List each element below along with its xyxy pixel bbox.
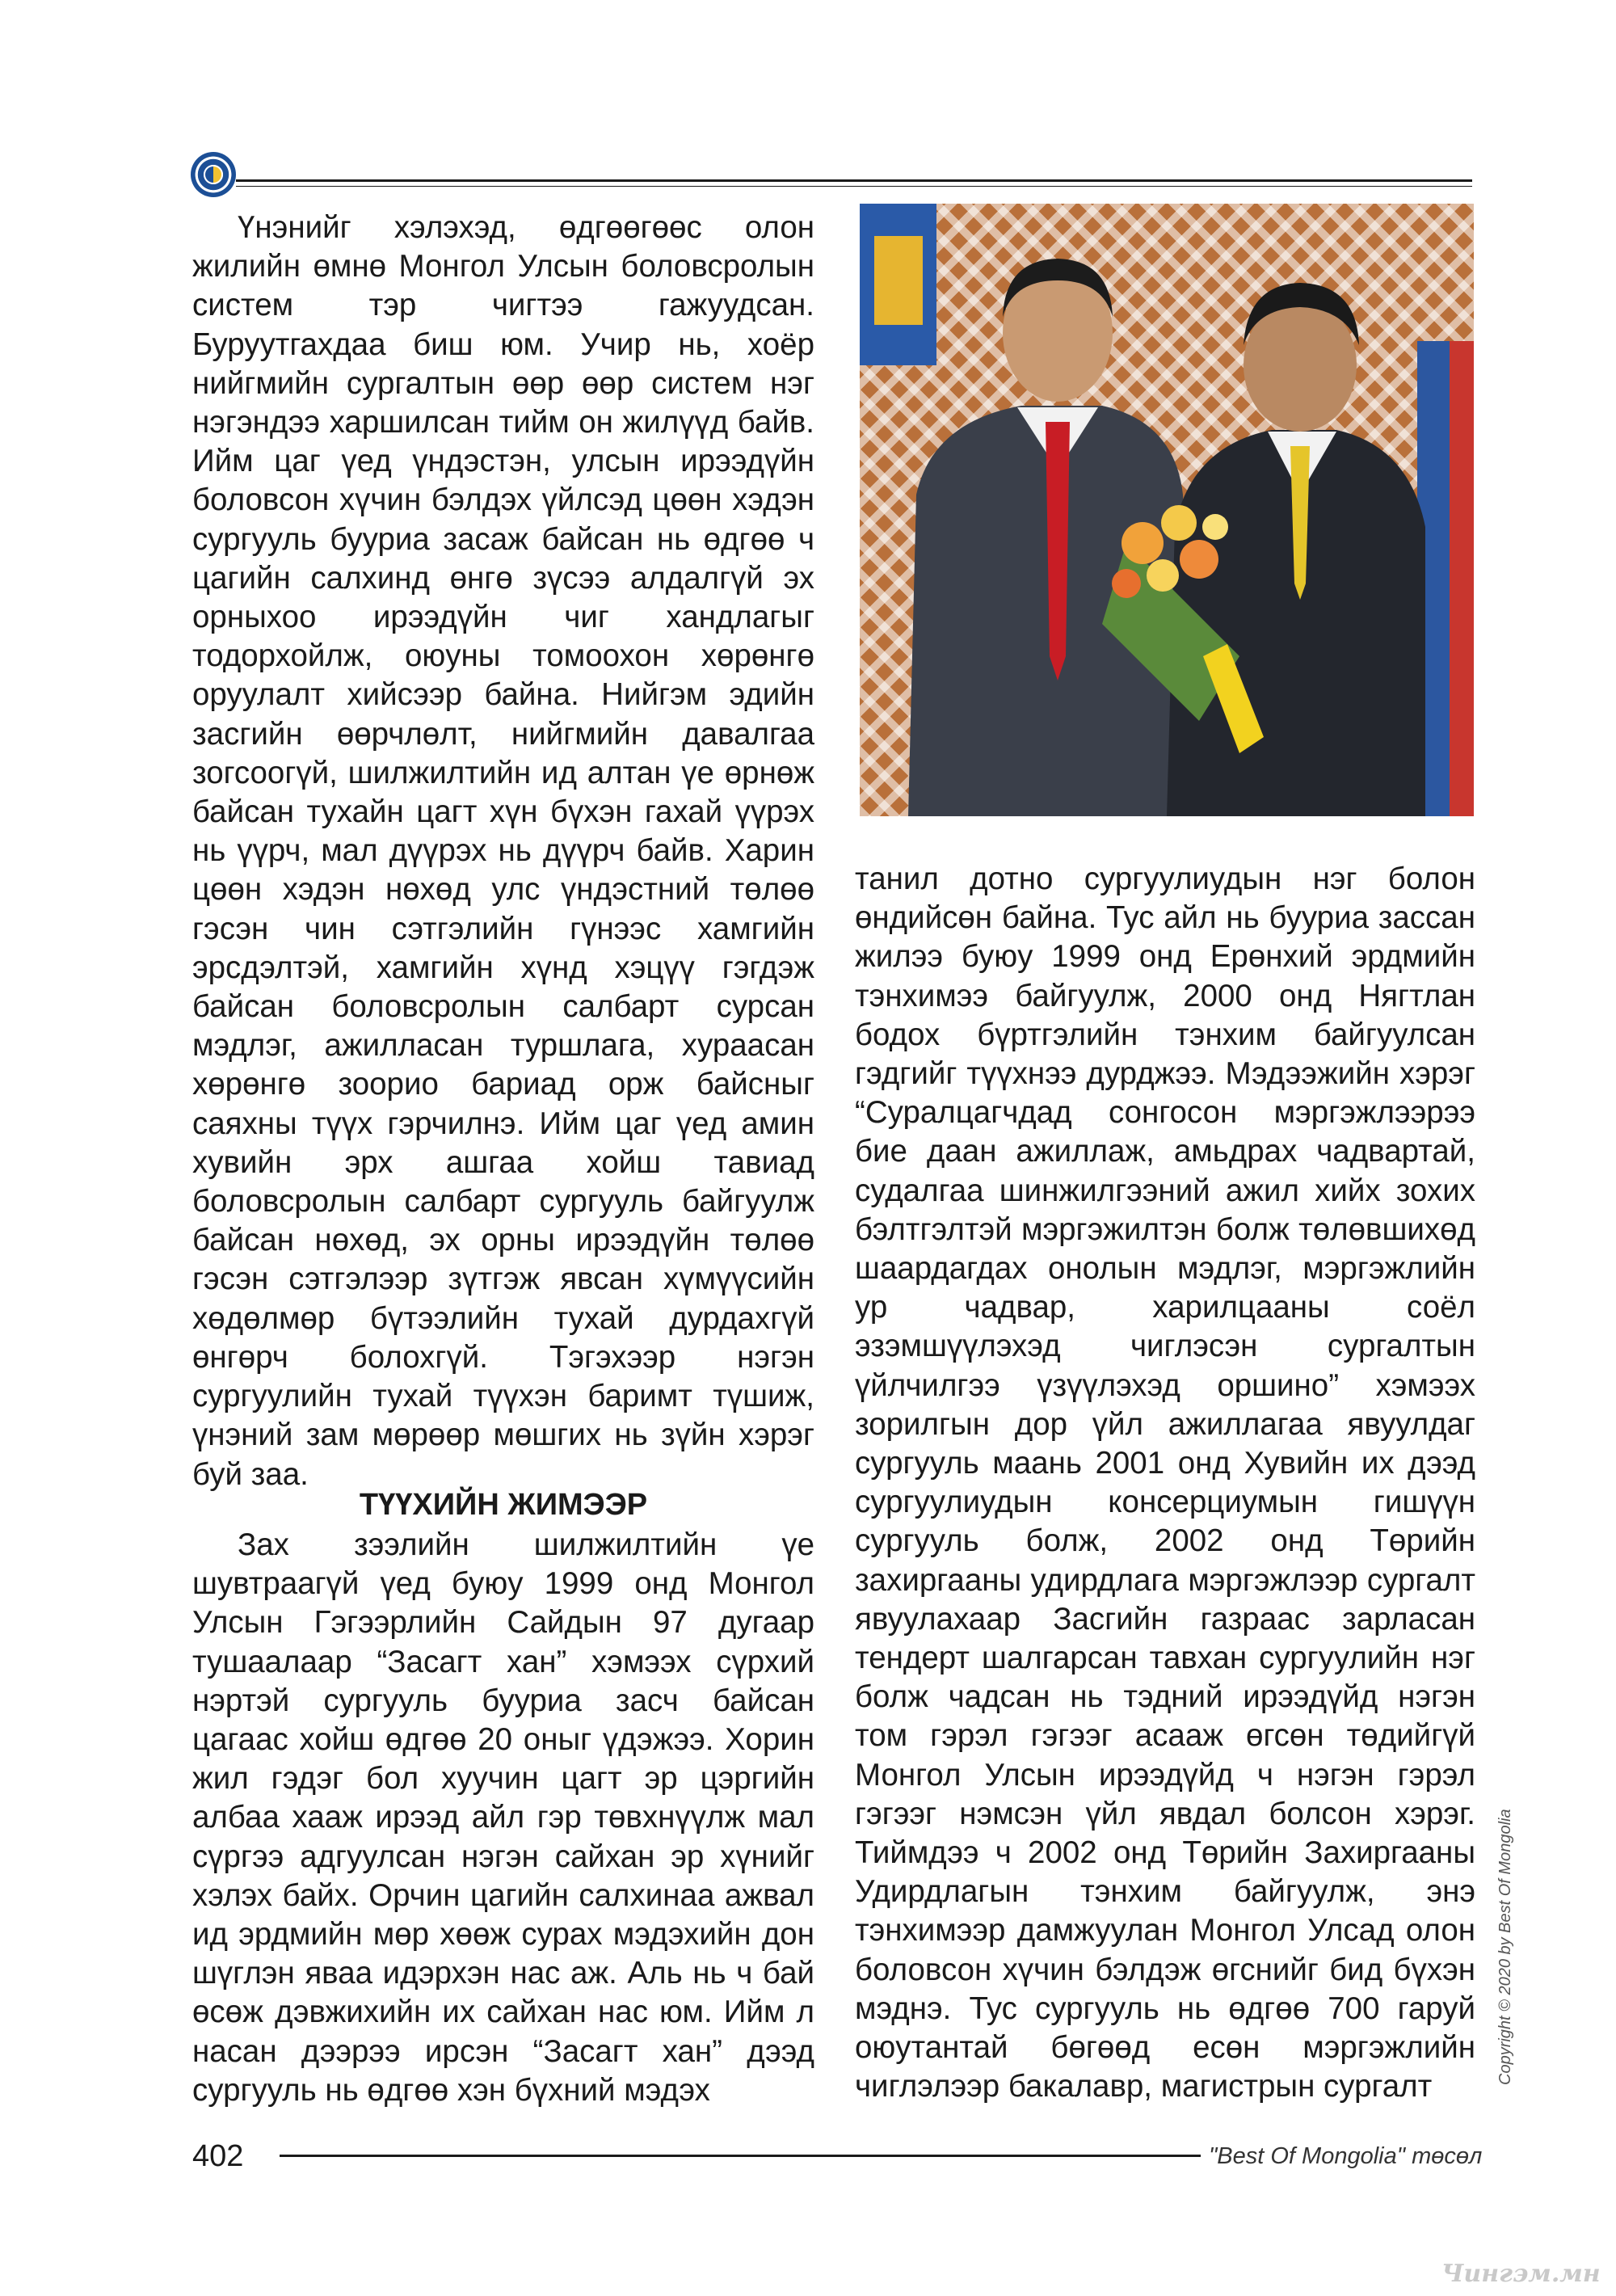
photo-illustration [860, 204, 1474, 816]
section-heading: ТҮҮХИЙН ЖИМЭЭР [359, 1488, 648, 1522]
column-2 [855, 860, 1475, 2107]
paragraph-continued: танил дотно сургуулиудын нэг болон өндийсөн байна. Тус айл нь бууриа зассан жилээ буюу 1999 онд Ерөнхий эрдмийн тэнхимээ байгуулж, 2000 онд Нягтлан бодох бүртгэлийн тэнхим байгуулсан гэдгийг түүхнээ дурджээ. Мэдээжийн хэрэг “Суралцагчдад сонгосон мэргэжлээрээ бие даан ажиллаж, амьдрах чадвартай, судалгаа шинжилгээний ажил хийх зохих бэлтгэлтэй мэргэжилтэн болж төлөвшихөд шаардагдах онолын мэдлэг, мэргэжлийн ур чадвар, харилцааны соёл эзэмшүүлэхэд чиглэсэн сургалтын үйлчилгээ үзүүлэхэд оршино” хэмээх зорилгын дор үйл ажиллагаа явуулдаг сургууль маань 2001 онд Хувийн их дээд сургуулиудын консерциумын гишүүн сургууль болж, 2002 онд Төрийн захиргааны удирдлага мэргэжлээр сургалт явуулахаар Засгийн газраас зарласан тендерт шалгарсан тавхан сургуулийн нэг болж чадсан нь тэдний ирээдүйд нэгэн том гэрэл гэгээг асааж өгсөн төдийгүй Монгол Улсын ирээдүйд ч нэгэн гэрэл гэгээг нэмсэн үйл явдал болсон хэрэг. Тиймдээ ч 2002 онд Төрийн Захиргааны Удирдлагын тэнхим байгуулж, энэ тэнхимээр дамжуулан Монгол Улсад олон боловсон хүчин бэлдэж өгснийг бид бүхэн мэднэ. Тус сургууль нь өдгөө 700 гаруй оюутантай бөгөөд есөн мэргэжлийн чиглэлээр бакалавр, магистрын сургалт [855, 862, 1475, 2104]
page-number: 402 [192, 2139, 244, 2173]
footer-brand: "Best Of Mongolia" төсөл [1209, 2143, 1483, 2169]
copyright-notice: Copyright © 2020 by Best Of Mongolia [1496, 1809, 1514, 2085]
column-1-bottom [192, 1526, 814, 2110]
paragraph-history: Зах зээлийн шилжилтийн үе шувтраагүй үед буюу 1999 онд Монгол Улсын Гэгээрлийн Сайдын 97 дугаар тушаалаар “Засагт хан” хэмээх сүрхий нэртэй сургууль бууриа засч байсан цагаас хойш өдгөө 20 оныг үдэжээ. Хорин жил гэдэг бол хуучин цагт эр цэргийн албаа хааж ирээд айл гэр төвхнүүлж мал сүргээ адгуулсан нэгэн сайхан эр хүнийг хэлэх байх. Орчин цагийн салхинаа ажвал ид эрдмийн мөр хөөж сурах мэдэхийн дон шүглэн яваа идэрхэн нас аж. Аль нь ч бай өсөж дэвжихийн их сайхан нас юм. Ийм л насан дээрээ ирсэн “Засагт хан” дээд сургууль нь өдгөө хэн бүхний мэдэх [192, 1527, 814, 2108]
watermark: Чингэм.мн [1441, 2260, 1601, 2288]
photo [860, 204, 1474, 816]
column-1-top [192, 209, 814, 1494]
header-rule [236, 179, 1472, 182]
paragraph-intro: Үнэнийг хэлэхэд, өдгөөгөөс олон жилийн өмнө Монгол Улсын боловсролын систем тэр чигтээ гажуудсан. Буруутгахдаа биш юм. Учир нь, хоёр нийгмийн сургалтын өөр өөр систем нэг нэгэндээ харшилсан тийм он жилүүд байв. Ийм цаг үед үндэстэн, улсын ирээдүйн боловсон хүчин бэлдэх үйлсэд цөөн хэдэн сургууль бууриа засаж байсан нь өдгөө ч цагийн салхинд өнгө зүсээ алдалгүй эх орныхоо ирээдүйн чиг хандлагыг тодорхойлж, оюуны томоохон хөрөнгө оруулалт хийсээр байна. Нийгэм эдийн засгийн өөрчлөлт, нийгмийн давалгаа зогсоогүй, шилжилтийн ид алтан үе өрнөж байсан тухайн цагт хүн бүхэн гахай үүрэх нь үүрч, мал дүүрэх нь дүүрч байв. Харин цөөн хэдэн нөхөд улс үндэстний төлөө гэсэн чин сэтгэлийн гүнээс хамгийн эрсдэлтэй, хамгийн хүнд хэцүү гэгдэж байсан боловсролын салбарт сурсан мэдлэг, ажилласан туршлага, хураасан хөрөнгө зоорио бариад орж байсныг саяхны түүх гэрчилнэ. Ийм цаг үед амин хувийн эрх ашгаа хойш тавиад боловсролын салбарт сургууль байгуулж байсан нөхөд, эх орны ирээдүйн төлөө гэсэн сэтгэлээр зүтгэж явсан хүмүүсийн хөдөлмөр бүтээлийн тухай дурдахгүй өнгөрч болохгүй. Тэгэхээр нэгэн сургуулийн тухай түүхэн баримт түшиж, үнэний зам мөрөөр мөшгих нь зүйн хэрэг буй заа. [192, 210, 814, 1492]
header-rule-thin [236, 186, 1472, 187]
logo-icon [191, 152, 236, 197]
footer-rule [280, 2155, 1201, 2157]
